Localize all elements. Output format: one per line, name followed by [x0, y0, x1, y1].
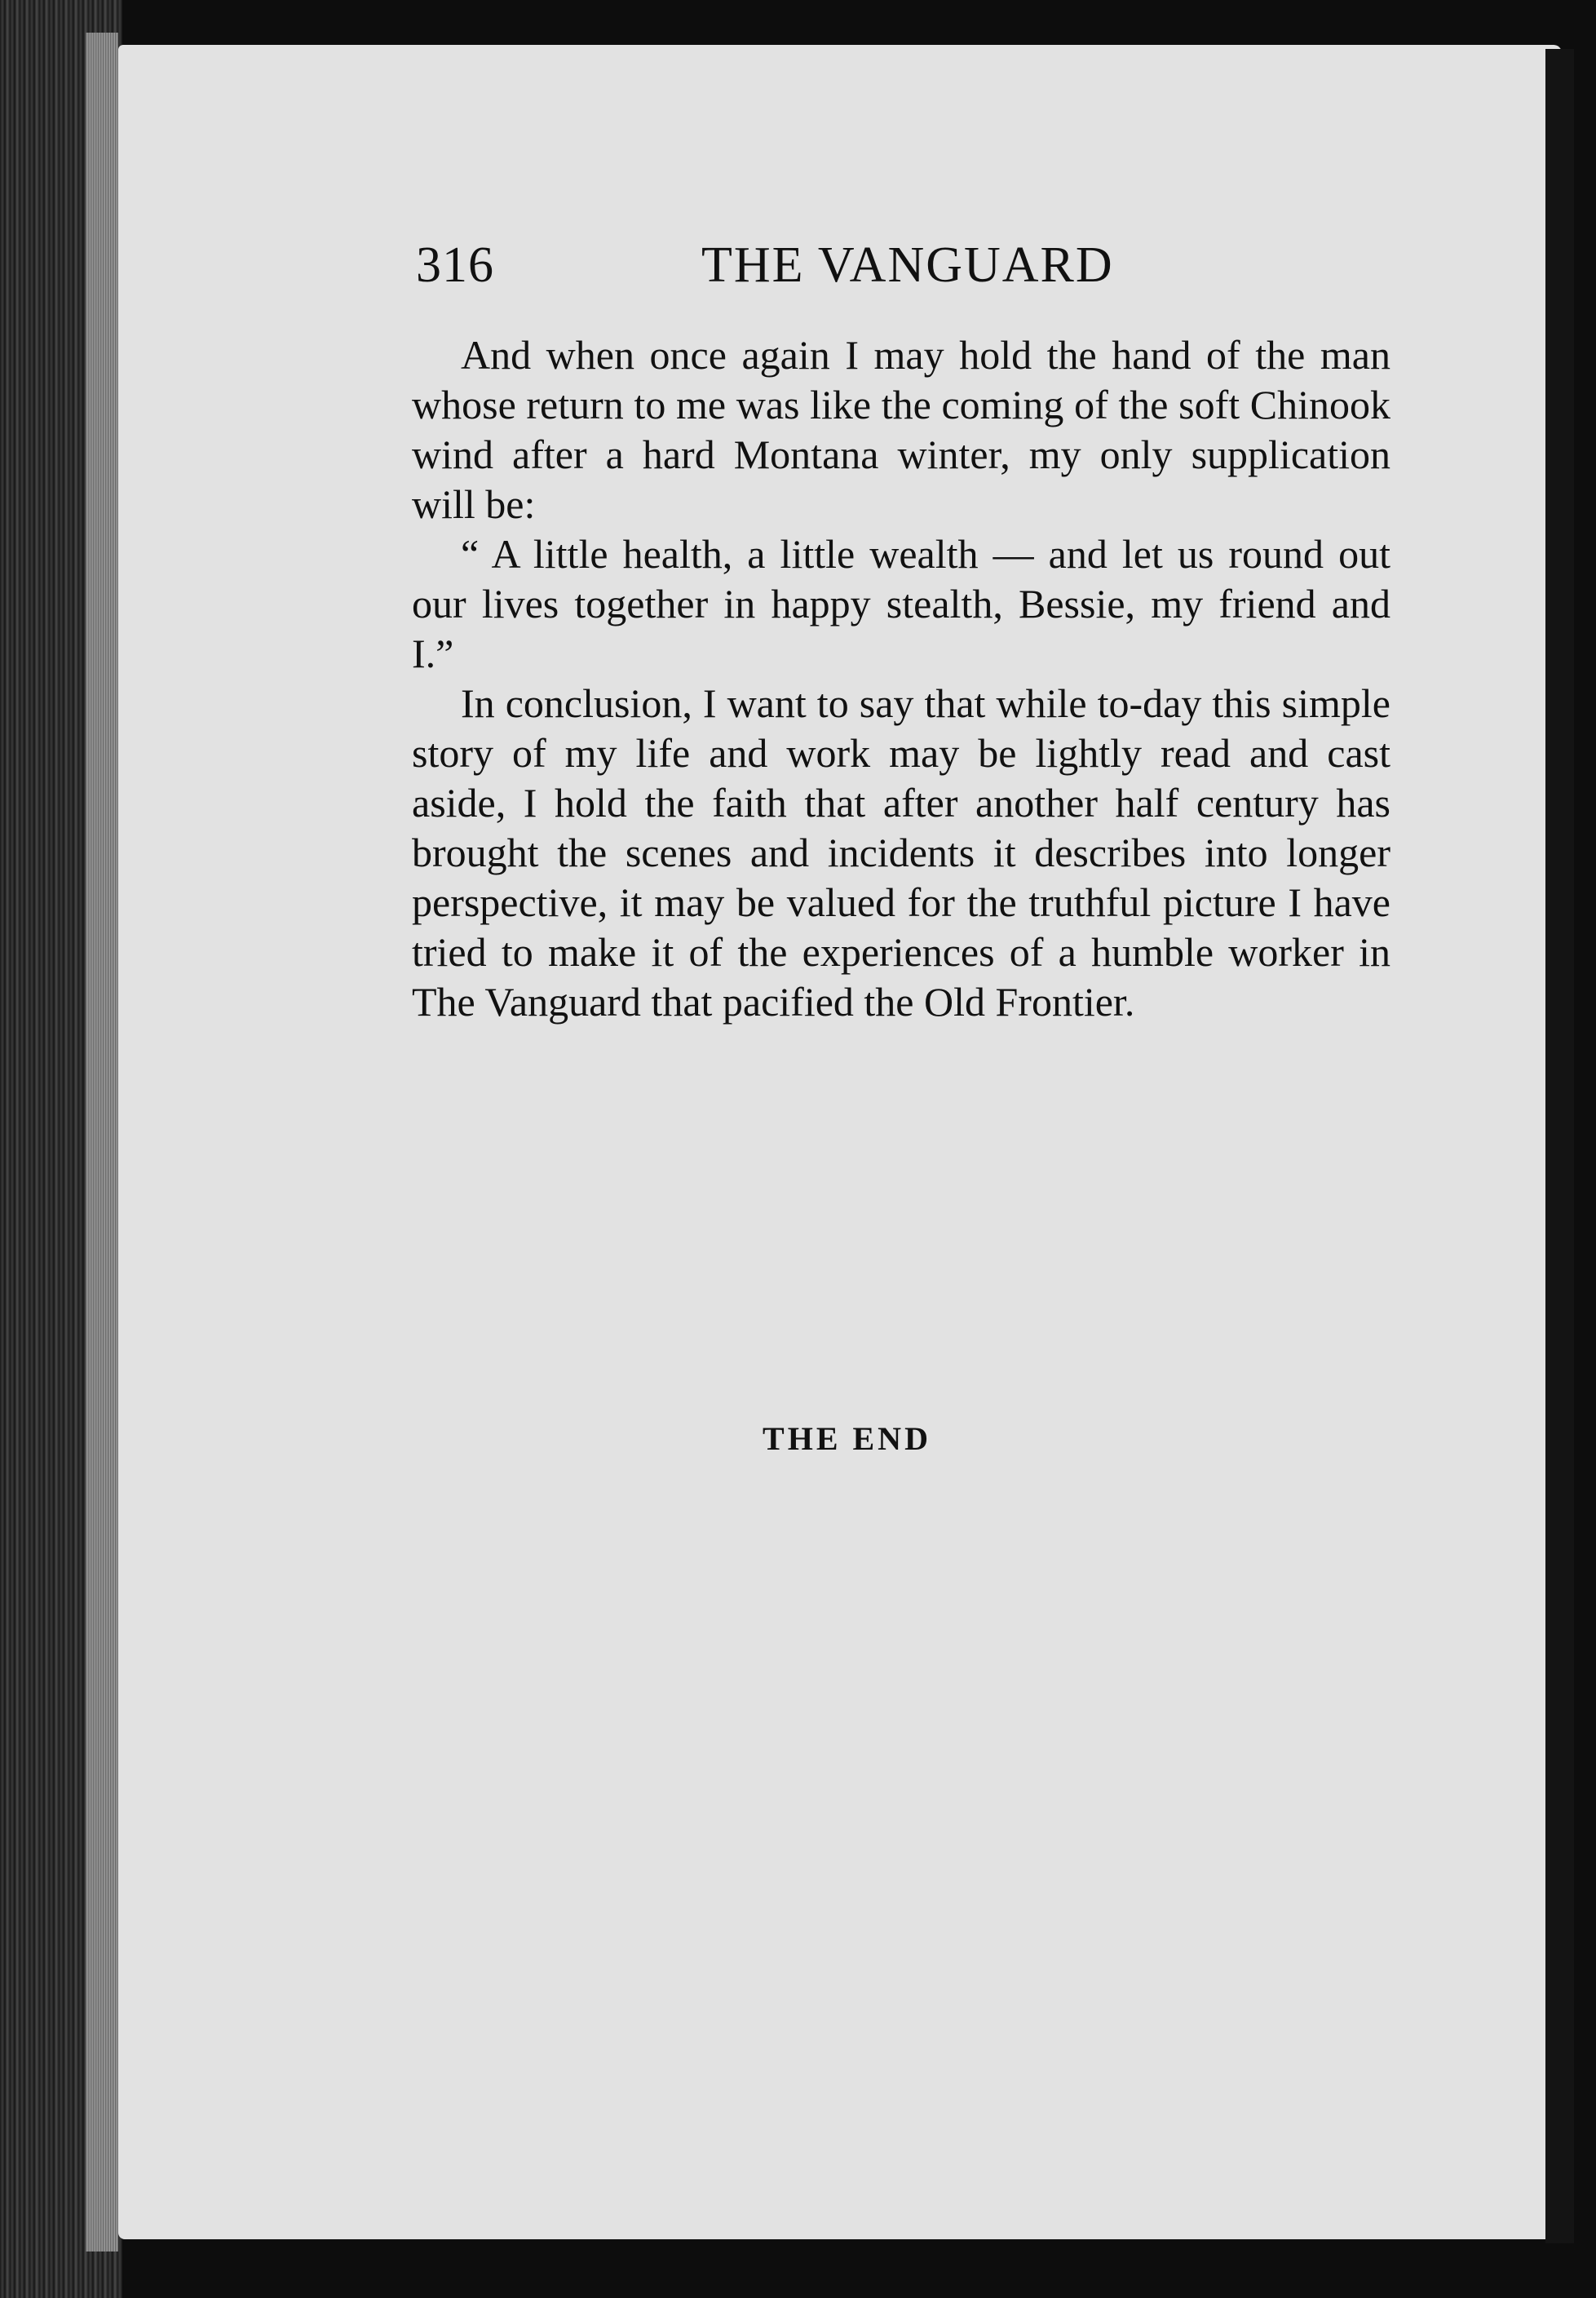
page-header: [416, 237, 1134, 310]
body-text: [412, 330, 1390, 1027]
page-stack-edge: [86, 33, 118, 2252]
paragraph: And when once again I may hold the hand of the man whose return to me was like the coming of the soft Chinook wind after a hard Montana winter, my only supplication will be:: [412, 332, 1390, 527]
right-page-edge: [1545, 49, 1574, 2243]
page-number: 316: [416, 237, 494, 293]
paragraph: “ A little health, a little wealth — and let us round out our lives together in happy stealth, Bessie, my friend and I.”: [412, 531, 1390, 676]
paragraph: In conclusion, I want to say that while to-day this simple story of my life and work may be lightly read and cast aside, I hold the faith that after another half century has brought the scenes and incidents it describes into longer perspective, it may be valued for the truthful picture I have tried to make it of the experiences of a humble worker in The Vanguard that pacified the Old Frontier.: [412, 680, 1390, 1025]
running-title: THE VANGUARD: [701, 237, 1114, 293]
the-end-label: THE END: [763, 1420, 931, 1457]
